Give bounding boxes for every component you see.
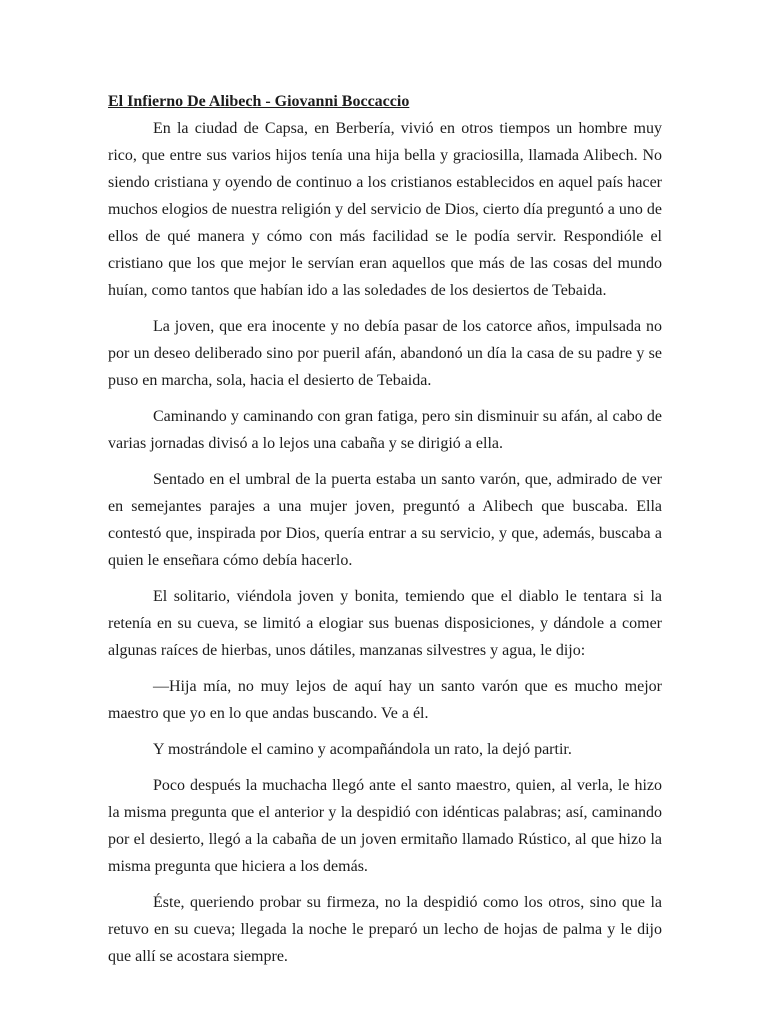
document-page [108,88,662,979]
paragraph: En la ciudad de Capsa, en Berbería, vivió en otros tiempos un hombre muy rico, que entre sus varios hijos tenía una hija bella y graciosilla, llamada Alibech. No siendo cristiana y oyendo de continuo a los cristianos establecidos en aquel país hacer muchos elogios de nuestra religión y del servicio de Dios, cierto día preguntó a uno de ellos de qué manera y cómo con más facilidad se le podía servir. Respondióle el cristiano que los que mejor le servían eran aquellos que más de las cosas del mundo huían, como tantos que habían ido a las soledades de los desiertos de Tebaida. [108,120,662,299]
paragraph: El solitario, viéndola joven y bonita, temiendo que el diablo le tentara si la retenía en su cueva, se limitó a elogiar sus buenas disposiciones, y dándole a comer algunas raíces de hierbas, unos dátiles, manzanas silvestres y agua, le dijo: [108,588,662,659]
paragraph: Poco después la muchacha llegó ante el santo maestro, quien, al verla, le hizo la misma pregunta que el anterior y la despidió con idénticas palabras; así, caminando por el desierto, llegó a la cabaña de un joven ermitaño llamado Rústico, al que hizo la misma pregunta que hiciera a los demás. [108,777,662,875]
document-title: El Infierno De Alibech - Giovanni Boccaccio [108,93,410,110]
paragraph: Y mostrándole el camino y acompañándola un rato, la dejó partir. [153,741,572,758]
paragraph: Caminando y caminando con gran fatiga, pero sin disminuir su afán, al cabo de varias jornadas divisó a lo lejos una cabaña y se dirigió a ella. [108,408,662,452]
paragraph: —Hija mía, no muy lejos de aquí hay un santo varón que es mucho mejor maestro que yo en lo que andas buscando. Ve a él. [108,678,662,722]
paragraph: La joven, que era inocente y no debía pasar de los catorce años, impulsada no por un deseo deliberado sino por pueril afán, abandonó un día la casa de su padre y se puso en marcha, sola, hacia el desierto de Tebaida. [108,318,662,389]
paragraph: Sentado en el umbral de la puerta estaba un santo varón, que, admirado de ver en semejantes parajes a una mujer joven, preguntó a Alibech que buscaba. Ella contestó que, inspirada por Dios, quería entrar a su servicio, y que, además, buscaba a quien le enseñara cómo debía hacerlo. [108,471,662,569]
paragraph: Éste, queriendo probar su firmeza, no la despidió como los otros, sino que la retuvo en su cueva; llegada la noche le preparó un lecho de hojas de palma y le dijo que allí se acostara siempre. [108,894,662,965]
